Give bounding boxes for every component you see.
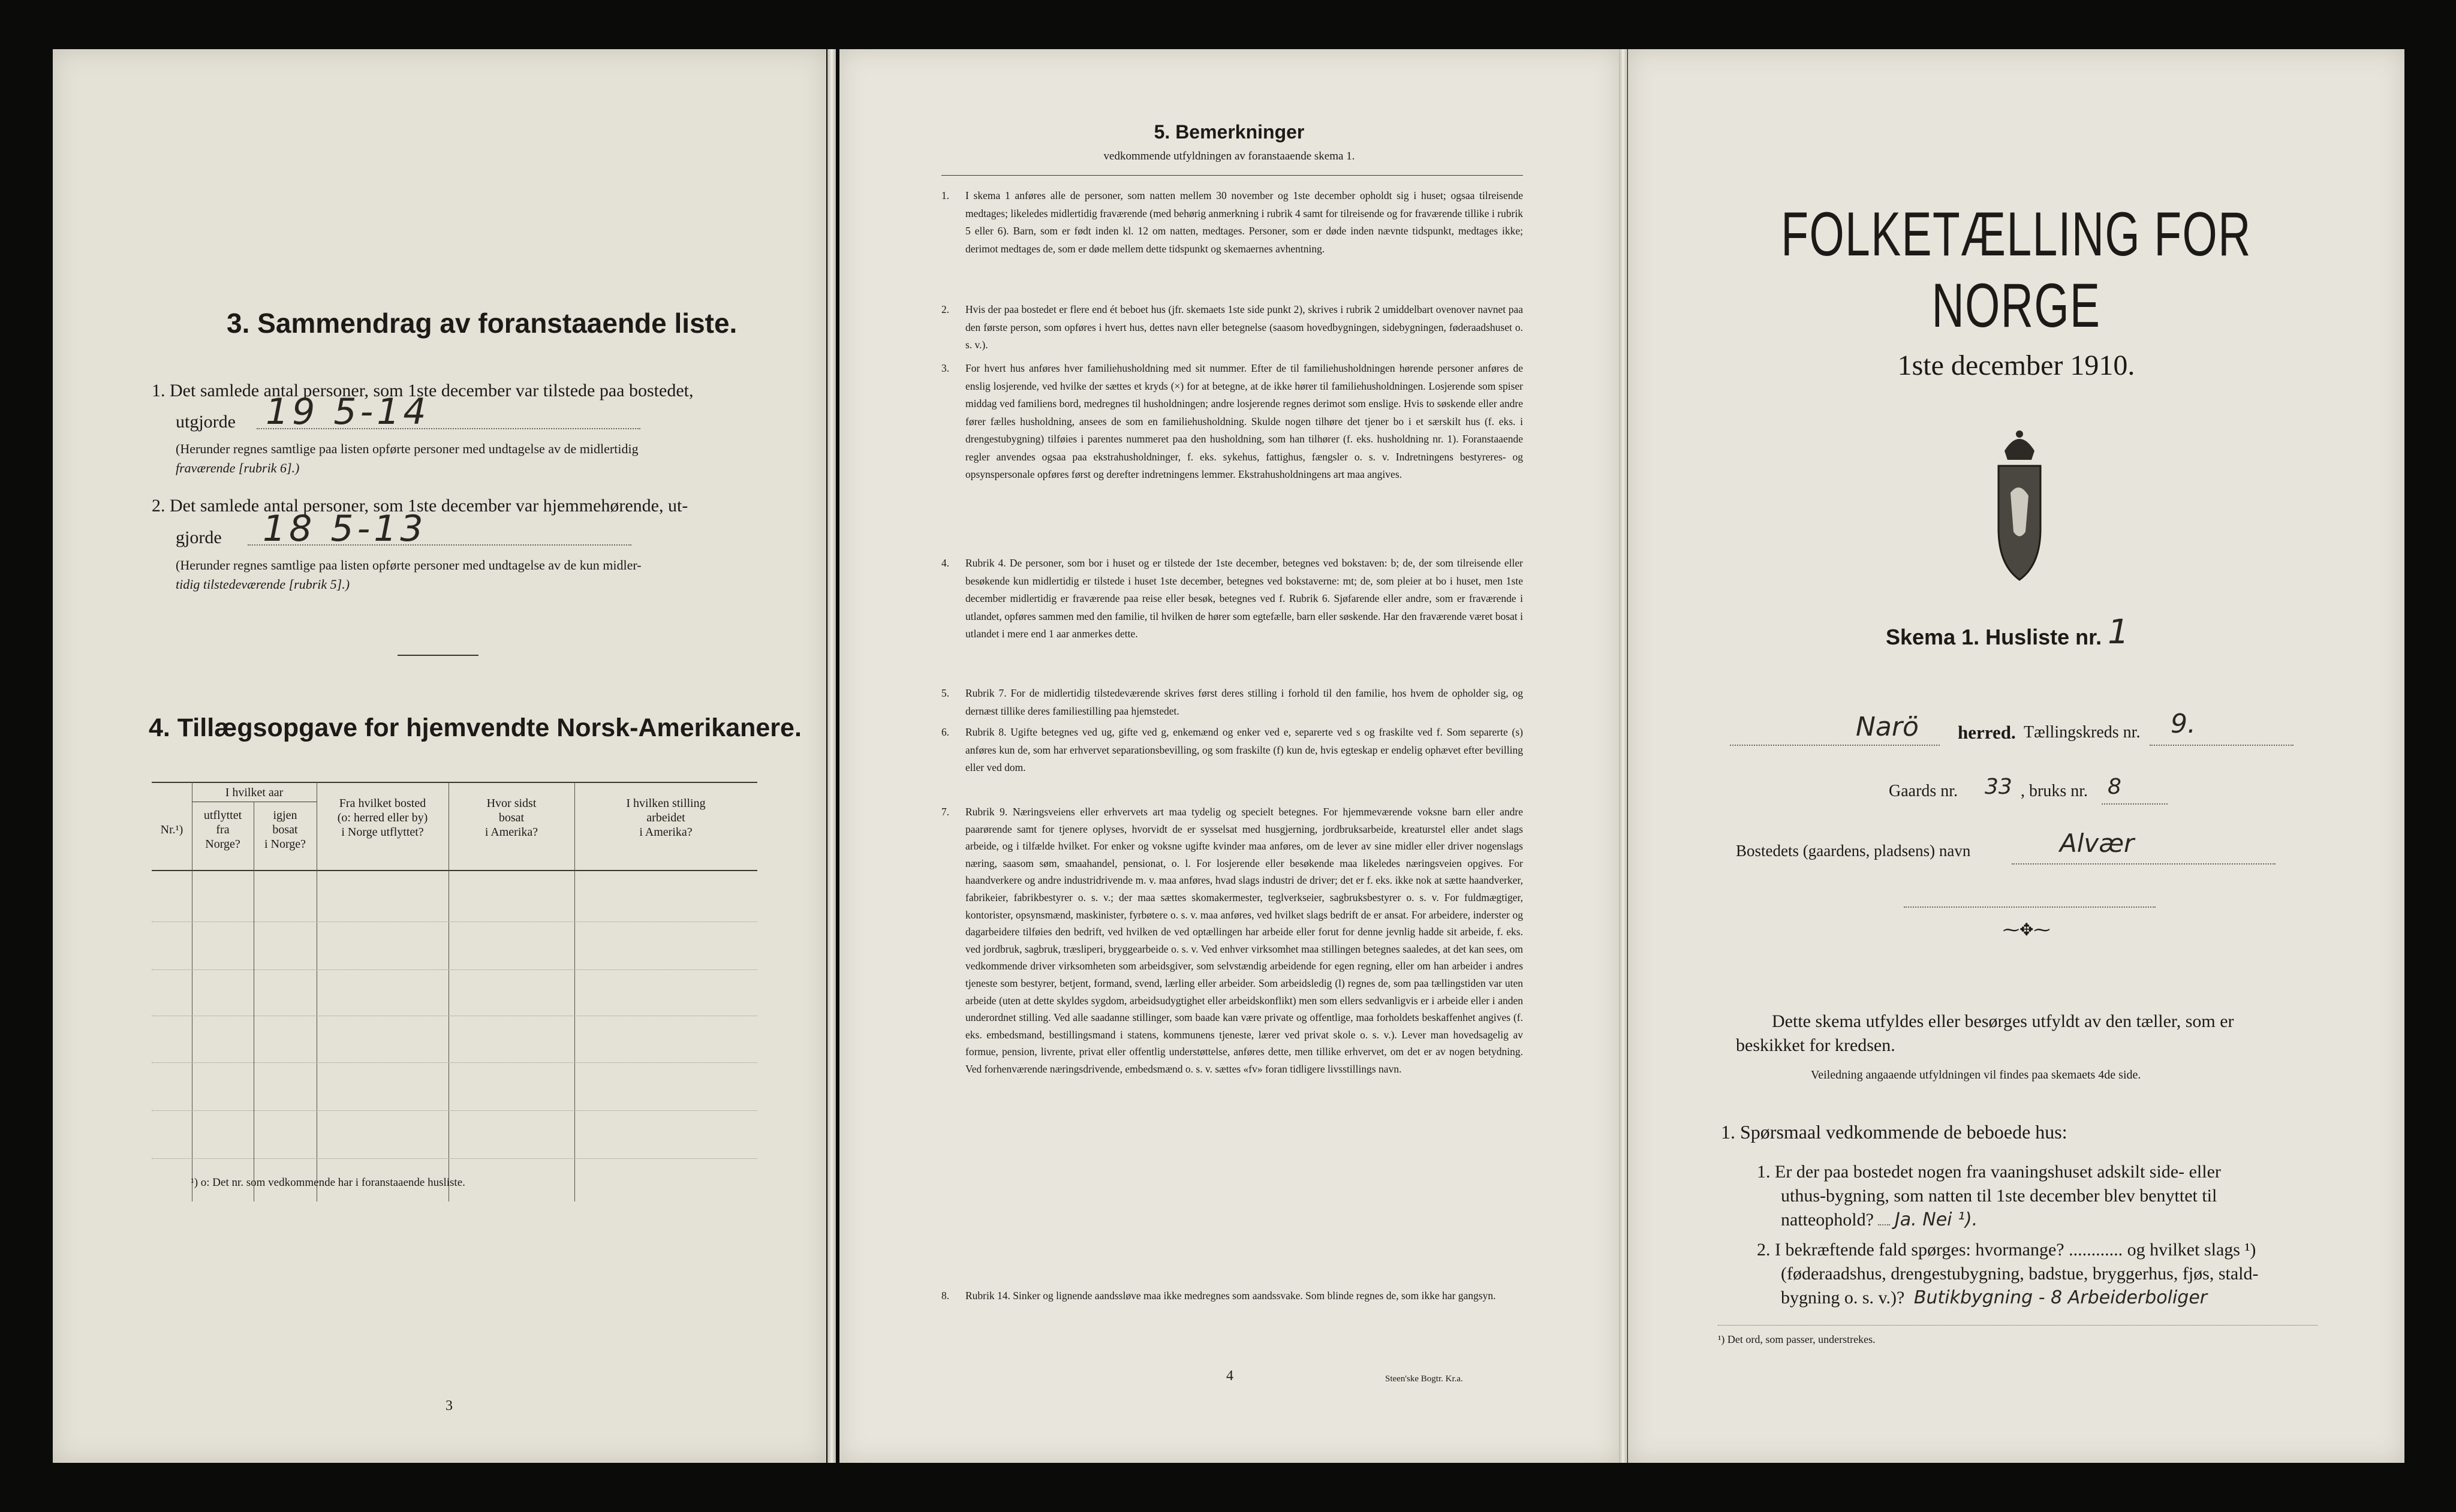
item1-line1: 1. Det samlede antal personer, som 1ste december var tilstede paa bostedet, <box>152 381 694 400</box>
section3-title: 3. Sammendrag av foranstaaende liste. <box>227 308 738 339</box>
q2-answer: Butikbygning - 8 Arbeiderboliger <box>1913 1287 2208 1308</box>
page-right <box>1628 49 2404 1463</box>
remark-paragraph-6: Rubrik 8. Ugifte betegnes ved ug, gifte ved g, enkemænd og enker ved e, separerte ved s og fraskilte ved f. Som separerte (s) anføres kun de, som har erhvervet separationsbevilling, og som fraskilte (f) kun de, hvis egteskap er endelig ophævet efter bevilling eller ved dom. <box>965 726 1523 773</box>
gaards-label: Gaards nr. <box>1889 782 1958 800</box>
page-number: 3 <box>446 1398 453 1414</box>
question-2: 2. I bekræftende fald spørges: hvormange? ............ og hvilket slags ¹) (føderaadshus, drengestubygning, badstue, bryggerhus, fjøs, stald- bygning o. s. v.)? Butikbygning - 8 Arbeiderboliger <box>1757 1240 2259 1308</box>
item2-line1: 2. Det samlede antal personer, som 1ste december var hjemmehørende, ut- <box>152 496 688 516</box>
th-igjen: igjen bosat i Norge? <box>264 809 306 851</box>
remark-paragraph-1: I skema 1 anføres alle de personer, som natten mellem 30 november og 1ste december opholdt sig i huset; ogsaa tilreisende medtages; likeledes midlertidig fraværende (med behørig anmerkning i rubrik 4 samt for tilreisende og for fraværende tillike i rubrik 5 eller 6). Barn, som er født inden kl. 12 om natten, medtages. Personer, som er døde inden nævnte tidspunkt, medtages ikke; derimot medtages de, som er døde mellem dette tidspunkt og skemaernes avhentning. <box>965 189 1523 255</box>
intro-note: Veiledning angaaende utfyldningen vil findes paa skemaets 4de side. <box>1811 1068 2141 1082</box>
th-fra-hvilket: Fra hvilket bosted (o: herred eller by) i Norge utflyttet? <box>337 797 428 839</box>
remark-paragraph-5: Rubrik 7. For de midlertidig tilstedeværende skrives først deres stilling i forhold til den familie, hos hvem de opholder sig, og dernæst tillike deres familiestilling paa hjemstedet. <box>965 687 1523 717</box>
skema-label: Skema 1. Husliste nr. <box>1886 625 2102 649</box>
para-num: 3. <box>941 362 950 374</box>
intro-line2: beskikket for kredsen. <box>1736 1035 1895 1055</box>
item1-note1: (Herunder regnes samtlige paa listen opførte personer med undtagelse av de midlertidig <box>176 441 639 456</box>
para-num: 6. <box>941 726 950 738</box>
remark-paragraph-3: For hvert hus anføres hver familiehusholdning med sit nummer. Efter de til familiehusholdningen hørende personer anføres de enslig losjerende, ved hvilke der sættes et kryds (×) for at betegne, at de ikke hører til familiehusholdningen. Losjerende som spiser middag ved familiens bord, medregnes til husholdningen; andre losjerende regnes derimot som enslige. Hvis to søskende eller andre fører fælles husholdning, ansees de som en familiehusholdning. Skulde nogen tilhøre det tjener bo i et særskilt hus (f. eks. i drengestubygning) tilføies i parentes nummeret paa den husholdning, som han tilhører (f. eks. husholdning nr. 1). Foranstaaende regler anvendes ogsaa paa ekstrahusholdninger, f. eks. sykehus, fattighus, fængsler o. s. v. Indretningens bestyreres- og opsynspersonale opføres først og derefter indretningens lemmer. Ekstrahusholdningens art maa angives. <box>965 362 1523 480</box>
item2-note1: (Herunder regnes samtlige paa listen opførte personer med undtagelse av de kun midler- <box>176 558 642 573</box>
item1-note2: fraværende [rubrik 6].) <box>176 460 300 475</box>
question-1-last: natteophold? Ja. Nei ¹). <box>1781 1209 1978 1230</box>
husliste-number: 1 <box>2108 613 2129 652</box>
para-num: 8. <box>941 1290 950 1302</box>
item2-line2: gjorde <box>176 528 222 547</box>
remark-paragraph-7: Rubrik 9. Næringsveiens eller erhvervets art maa tydelig og specielt betegnes. For hjemmeværende voksne barn eller andre paarørende samt for tjenere oplyses, hvorvidt de er sysselsat med husgjerning, jordbruksarbeide, kreaturstel eller andet slags arbeide, og i tilfælde hvilket. For enker og voksne ugifte kvinder maa anføres, om de lever av sine midler eller driver nogenslags næring, saasom søm, smaahandel, pensionat, o. l. For losjerende eller besøkende maa likeledes næringsveien opgives. For haandverkere og andre industridrivende m. v. maa anføres, hvad slags industri de driver; det er f. eks. ikke nok at sætte haandverker, fabrikeier, fabrikbestyrer o. s. v.; der maa sættes skomakermester, teglverkseier, sagbruksbestyrer o. s. v. For fuldmægtiger, kontorister, opsynsmænd, maskinister, fyrbøtere o. s. v. maa anføres, ved hvilket slags bedrift de er ansat. For arbeidere, inderster og dagarbeidere tilføies den bedrift, ved hvilken de ved optællingen har arbeide eller forut for denne jevnlig hadde sit arbeide, f. eks. ved jordbruk, sagbruk, træsliperi, bryggearbeide o. s. v. Ved enhver virksomhet maa stillingen betegnes saaledes, at det kan sees, om vedkommende driver virksomheten som arbeidsgiver, som selvstændig arbeidende for egen regning, eller om han arbeider i andres tjeneste som bestyrer, betjent, formand, svend, lærling eller arbeider. Som arbeidsledig (l) regnes de, som paa tællingstiden var uten arbeide (uten at dette skyldes sygdom, arbeidsudygtighet eller arbeidskonflikt) men som ellers sedvanligvis er i arbeide eller i anden underordnet stilling. Ved alle saadanne stillinger, som baade kan være private og offentlige, maa forholdets beskaffenhet angives (f. eks. embedsmand, bestillingsmand i statens, kommunens tjeneste, lærer ved privat skole o. s. v.). Lever man hovedsagelig av formue, pension, livrente, privat eller offentlig understøttelse, anføres dette, men tillike erhvervet, om det er av nogen betydning. Ved forhenværende næringsdrivende, embedsmænd o. s. v. sættes «fv» foran tidligere livsstillings navn. <box>965 806 1523 1075</box>
remarks-subtitle: vedkommende utfyldningen av foranstaaende skema 1. <box>1103 150 1355 162</box>
bosted-name: Alvær <box>2060 829 2135 858</box>
remark-paragraph-2: Hvis der paa bostedet er flere end ét beboet hus (jfr. skemaets 1ste side punkt 2), skrives i rubrik 2 umiddelbart ovenover navnet paa den første person, som opføres i hvert hus, dettes navn eller betegnelse (saasom hovedbygningen, sidebygningen, føderaadshuset o. s. v.). <box>965 303 1523 351</box>
coat-of-arms-icon <box>1987 427 2052 583</box>
th-hvor-sidst: Hvor sidst bosat i Amerika? <box>484 797 538 839</box>
bruks-label: , bruks nr. <box>2021 782 2088 800</box>
th-nr: Nr.¹) <box>160 823 183 836</box>
q1-answer: Ja. Nei ¹). <box>1894 1209 1978 1230</box>
footnote: ¹) Det ord, som passer, understrekes. <box>1718 1333 1876 1345</box>
gaards-number: 33 <box>1985 775 2012 799</box>
remark-paragraph-4: Rubrik 4. De personer, som bor i huset og er tilstede der 1ste december, betegnes ved bokstaven: b; de, der som tilreisende eller besøkende kun midlertidig er tilstede i huset 1ste december, betegnes ved bokstaverne: mt; de, som pleier at bo i huset, men 1ste december midlertidig er fraværende paa reise eller besøk, betegnes ved f. Rubrik 6. Sjøfarende eller andre, som er fraværende i utlandet, opføres sammen med den familie, til hvilken de hører som egtefælle, barn eller søskende. Har den fraværende været bosat i utlandet i mere end 1 aar anmerkes dette. <box>965 557 1523 640</box>
form-title: FOLKETÆLLING FOR NORGE <box>1781 200 2252 341</box>
ornament: ⁓✥⁓ <box>2003 921 2051 939</box>
bosted-label: Bostedets (gaardens, pladsens) navn <box>1736 842 1971 860</box>
divider <box>398 655 478 656</box>
intro-line1: Dette skema utfyldes eller besørges utfyldt av den tæller, som er <box>1772 1011 2234 1031</box>
item2-note2: tidig tilstedeværende [rubrik 5].) <box>176 577 350 592</box>
page-middle <box>839 49 1619 1463</box>
th-stilling: I hvilken stilling arbeidet i Amerika? <box>626 797 706 839</box>
page-number: 4 <box>1226 1368 1233 1384</box>
question-1: 1. Er der paa bostedet nogen fra vaaningshuset adskilt side- eller uthus-bygning, som natten til 1ste december blev benyttet til natteophold? Ja. Nei ¹). <box>1757 1160 2221 1232</box>
questions-title: 1. Spørsmaal vedkommende de beboede hus: <box>1721 1121 2067 1143</box>
herred-label: herred. <box>1958 722 2016 743</box>
para-num: 7. <box>941 806 950 818</box>
para-num: 5. <box>941 687 950 699</box>
item2-handwritten: 18 5-13 <box>263 508 427 550</box>
section4-title: 4. Tillægsopgave for hjemvendte Norsk-Amerikanere. <box>149 713 802 742</box>
form-date: 1ste december 1910. <box>1897 350 2135 381</box>
item1-line2: utgjorde <box>176 412 236 432</box>
herred-name: Narö <box>1856 712 1919 742</box>
kreds-label: Tællingskreds nr. <box>2024 723 2141 742</box>
remarks-title: 5. Bemerkninger <box>1154 121 1305 143</box>
para-num: 2. <box>941 303 950 315</box>
kreds-number: 9. <box>2171 709 2196 739</box>
para-num: 1. <box>941 189 950 201</box>
para-num: 4. <box>941 557 950 569</box>
printer-mark: Steen'ske Bogtr. Kr.a. <box>1385 1374 1463 1384</box>
item1-handwritten: 19 5-14 <box>266 391 430 433</box>
th-utflyttet: utflyttet fra Norge? <box>203 809 242 851</box>
page-left <box>53 49 826 1463</box>
bruks-number: 8 <box>2108 775 2121 799</box>
remark-paragraph-8: Rubrik 14. Sinker og lignende aandssløve maa ikke medregnes som aandssvake. Som blinde regnes de, som ikke har gangsyn. <box>965 1290 1496 1302</box>
footnote: ¹) o: Det nr. som vedkommende har i foranstaaende husliste. <box>191 1176 465 1189</box>
th-group: I hvilket aar <box>225 786 284 799</box>
